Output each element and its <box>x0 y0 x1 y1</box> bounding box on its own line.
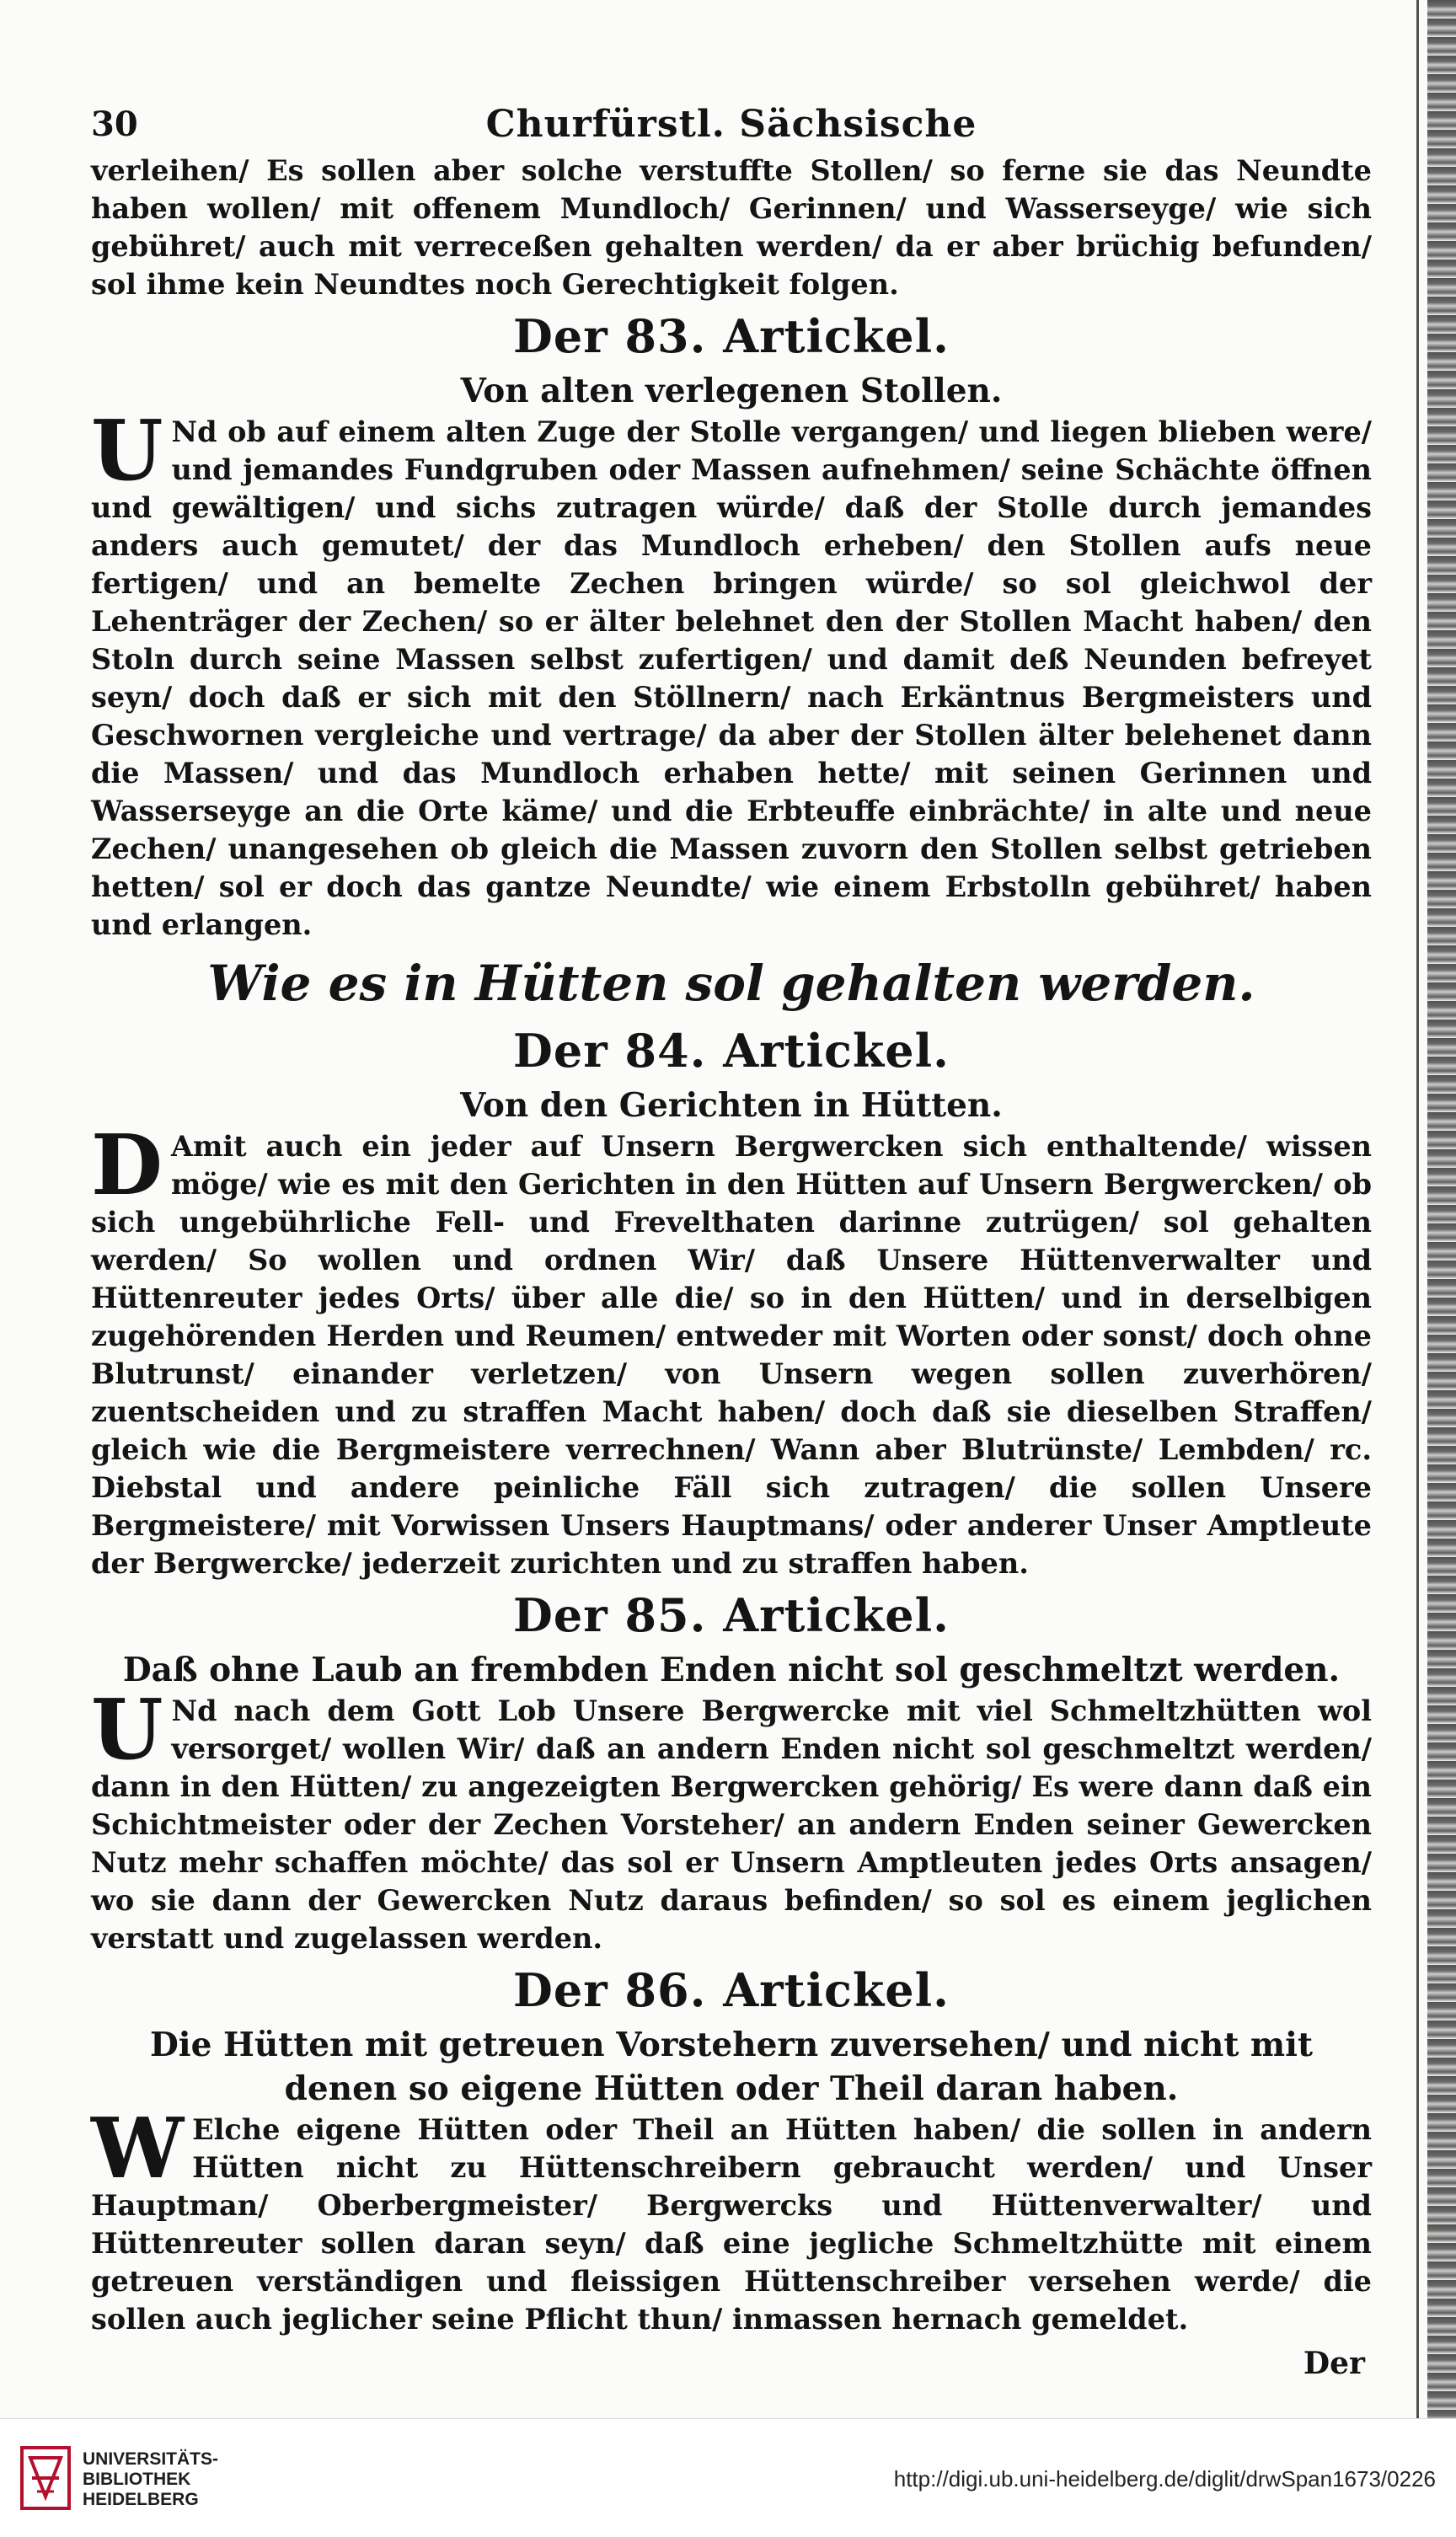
article-83-subtitle: Von alten verlegenen Stollen. <box>460 372 1003 410</box>
article-86 <box>91 1957 1372 2338</box>
library-seal-icon <box>19 2444 72 2512</box>
section-heading-huetten: Wie es in Hütten sol gehalten werden. <box>207 955 1255 1012</box>
library-name-line-2: BIBLIOTHEK <box>83 2470 191 2489</box>
text-block <box>91 99 1372 2384</box>
article-86-text: Elche eigene Hütten oder Theil an Hütten haben/ die sollen in andern Hütten nicht zu Hüttenschreibern gebraucht werden/ und Unser Hauptman/ Oberbergmeister/ Bergwercks und Hüttenverwalter/ und Hüttenreuter sollen daran seyn/ daß eine jegliche Schmeltzhütte mit einem getreuen verständigen und fleissigen Hüttenschreiber versehen werde/ die sollen auch jeglicher seine Pflicht thun/ inmassen hernach gemeldet. <box>91 2113 1372 2336</box>
page-number: 30 <box>91 104 138 144</box>
article-85 <box>91 1582 1372 1957</box>
library-name-line-1: UNIVERSITÄTS- <box>83 2449 219 2469</box>
article-84-subtitle: Von den Gerichten in Hütten. <box>460 1086 1003 1125</box>
library-name-line-3: HEIDELBERG <box>83 2490 199 2509</box>
intro-paragraph: verleihen/ Es sollen aber solche verstuffte Stollen/ so ferne sie das Neundte haben wollen/ mit offenem Mundloch/ Gerinnen/ und Wasserseyge/ wie sich gebühret/ auch mit verreceßen gehalten werden/ da er aber brüchig befunden/ sol ihme kein Neundtes noch Gerechtigkeit folgen. <box>91 154 1372 301</box>
article-86-initial: W <box>91 2101 185 2197</box>
article-84-text: Amit auch ein jeder auf Unsern Bergwercken sich enthaltende/ wissen möge/ wie es mit den Gerichten in den Hütten auf Unsern Bergwercken/ ob sich ungebührliche Fell- und Frevelthaten darinne zutrügen/ sol gehalten werden/ So wollen und ordnen Wir/ daß Unsere Hüttenverwalter und Hüttenreuter jedes Orts/ über alle die/ so in den Hütten/ und in derselbigen zugehörenden Herden und Reumen/ entweder mit Worten oder sonst/ doch ohne Blutrunst/ einander verletzen/ von Unsern wegen sollen zuverhören/ zuentscheiden und zu straffen Macht haben/ doch daß sie dieselben Straffen/ gleich wie die Bergmeistere verrechnen/ Wann aber Blutrünste/ Lembden/ rc. Diebstal und andere peinliche Fäll sich zutragen/ die sollen Unsere Bergmeistere/ mit Vorwissen Unsers Hauptmans/ oder anderer Unser Amptleute der Bergwercke/ jederzeit zurichten und zu straffen haben. <box>91 1130 1372 1580</box>
page-edge-line <box>1416 0 1419 2418</box>
article-86-subtitle: Die Hütten mit getreuen Vorstehern zuversehen/ und nicht mit denen so eigene Hütten oder Theil daran haben. <box>149 2026 1314 2108</box>
article-85-title: Der 85. Artickel. <box>513 1588 950 1642</box>
source-url-link[interactable]: http://digi.ub.uni-heidelberg.de/diglit/drwSpan1673/0226 <box>893 2466 1436 2492</box>
article-83 <box>91 303 1372 944</box>
article-85-initial: U <box>91 1682 163 1779</box>
article-84 <box>91 949 1372 1582</box>
article-83-title: Der 83. Artickel. <box>513 309 950 363</box>
catchword: Der <box>1303 2346 1365 2381</box>
page-edge-shadow <box>1427 0 1456 2418</box>
article-84-initial: D <box>91 1117 163 1214</box>
article-86-body <box>91 2101 1372 2338</box>
article-83-body <box>91 403 1372 944</box>
article-84-body <box>91 1117 1372 1582</box>
article-83-initial: U <box>91 403 163 500</box>
article-85-body <box>91 1682 1372 1957</box>
article-85-text: Nd nach dem Gott Lob Unsere Bergwercke mit viel Schmeltzhütten wol versorget/ wollen Wir/ daß an andern Enden nicht sol geschmeltzt werden/ dann in den Hütten/ zu angezeigten Bergwercken gehörig/ Es were dann daß ein Schichtmeister oder der Zechen Vorsteher/ an andern Enden seiner Gewercken Nutz mehr schaffen möchte/ das sol er Unsern Amptleuten jedes Orts ansagen/ wo sie dann der Gewercken Nutz daraus befinden/ so sol es einem jeglichen verstatt und zugelassen werden. <box>91 1694 1372 1955</box>
footer-bar <box>0 2418 1456 2537</box>
running-head <box>91 99 1372 152</box>
article-83-text: Nd ob auf einem alten Zuge der Stolle vergangen/ und liegen blieben were/ und jemandes Fundgruben oder Massen aufnehmen/ seine Schächte öffnen und gewältigen/ und sichs zutragen würde/ daß der Stolle durch jemandes anders auch gemutet/ der das Mundloch erheben/ den Stollen aufs neue fertigen/ und an bemelte Zechen bringen würde/ so sol gleichwol der Lehenträger der Zechen/ so er älter belehnet den der Stollen Macht haben/ den Stoln durch seine Massen selbst zufertigen/ und damit deß Neunden befreyet seyn/ doch daß er sich mit den Stöllnern/ nach Erkäntnus Bergmeisters und Geschwornen vergleiche und vertrage/ da aber der Stollen älter belehenet dann die Massen/ und das Mundloch erhaben hette/ mit seinen Gerinnen und Wasserseyge an die Orte käme/ und die Erbteuffe einbrächte/ in alte und neue Zechen/ unangesehen ob gleich die Massen zuvorn den Stollen selbst getrieben hetten/ sol er doch das gantze Neundte/ wie einem Erbstolln gebühret/ haben und erlangen. <box>91 415 1372 941</box>
library-name <box>83 2449 218 2510</box>
article-86-title: Der 86. Artickel. <box>513 1963 950 2017</box>
running-title: Churfürstl. Sächsische <box>485 103 977 146</box>
article-84-title: Der 84. Artickel. <box>513 1024 950 1078</box>
article-85-subtitle: Daß ohne Laub an frembden Enden nicht sol geschmeltzt werden. <box>122 1651 1341 1689</box>
